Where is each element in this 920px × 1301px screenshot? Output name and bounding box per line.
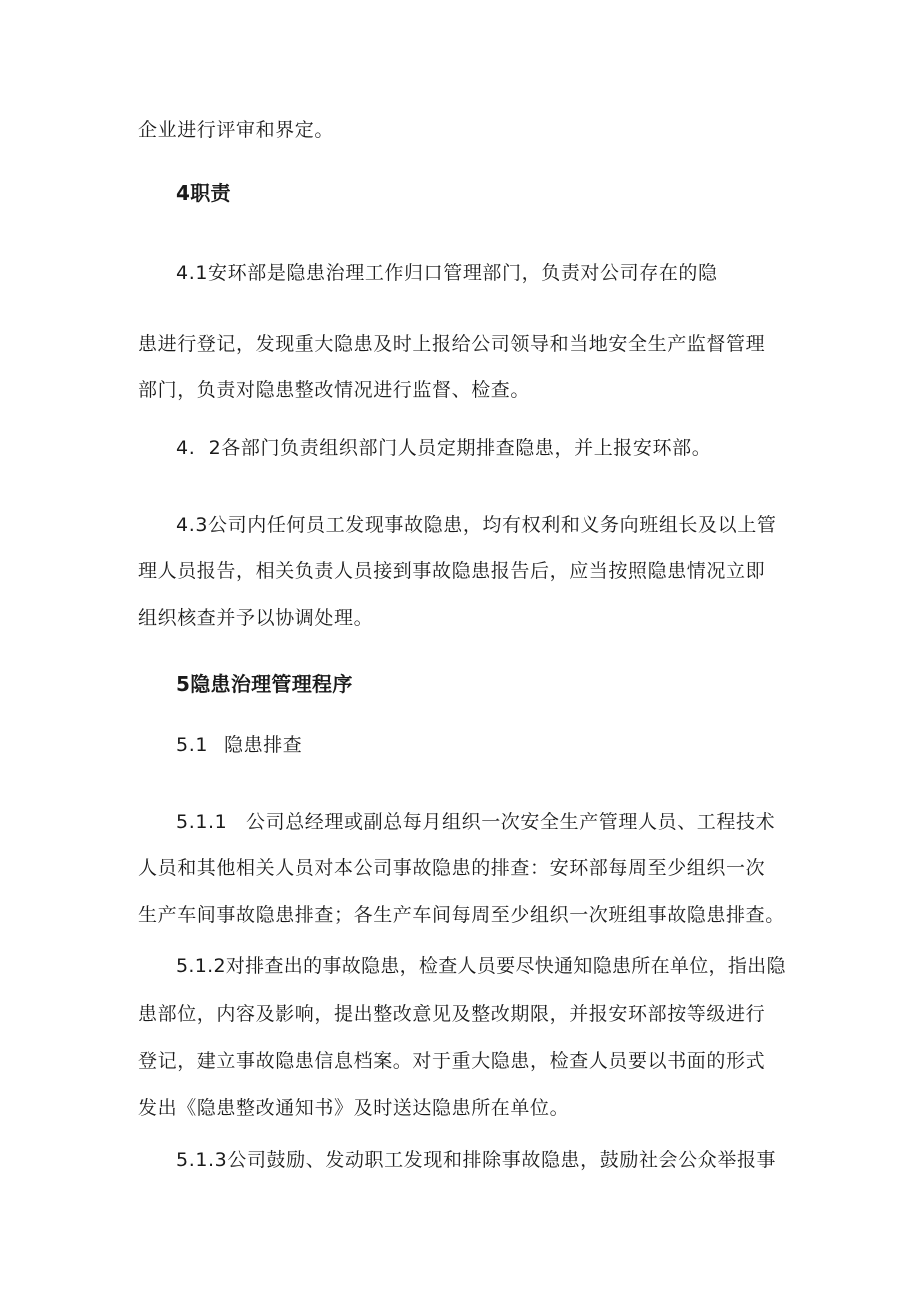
line-text: 企业进行评审和界定。: [138, 119, 335, 141]
section-title: 职责: [190, 181, 231, 205]
clause-number: 4. 2: [176, 437, 222, 459]
body-line: [176, 810, 775, 834]
clause-number: 5.1.3: [176, 1149, 228, 1171]
clause-number: 4.1: [176, 262, 209, 284]
body-line: [176, 513, 776, 537]
line-text: 患进行登记，发现重大隐患及时上报给公司领导和当地安全生产监督管理: [138, 333, 766, 355]
clause-number: 5.1.2: [176, 955, 226, 977]
body-line: [138, 1096, 569, 1120]
line-text: 组织核查并予以协调处理。: [138, 607, 374, 629]
line-text: 公司总经理或副总每月组织一次安全生产管理人员、工程技术: [246, 811, 776, 833]
body-line: [138, 903, 785, 927]
line-text: 对排查出的事故隐患，检查人员要尽快通知隐患所在单位，指出隐: [225, 955, 786, 977]
clause-number: 5.1: [176, 734, 209, 756]
body-line: [138, 559, 765, 583]
line-text: 安环部是隐患治理工作归口管理部门，负责对公司存在的隐: [208, 262, 718, 284]
line-text: 生产车间事故隐患排查；各生产车间每周至少组织一次班组事故隐患排查。: [138, 904, 785, 926]
body-line: [138, 332, 765, 356]
body-line: [176, 954, 786, 978]
body-line: [176, 436, 711, 460]
line-text: 发出《隐患整改通知书》及时送达隐患所在单位。: [138, 1097, 570, 1119]
subsection-heading: [176, 733, 302, 757]
clause-number: 4.3: [176, 514, 209, 536]
line-text: 登记，建立事故隐患信息档案。对于重大隐患，检查人员要以书面的形式: [138, 1050, 766, 1072]
line-text: 理人员报告，相关负责人员接到事故隐患报告后，应当按照隐患情况立即: [138, 560, 766, 582]
body-line: [138, 856, 765, 880]
body-line: [138, 1049, 765, 1073]
section-heading: [176, 181, 231, 205]
section-number: 4: [176, 181, 191, 205]
line-text: 隐患排查: [224, 734, 303, 756]
line-text: 公司内任何员工发现事故隐患，均有权利和义务向班组长及以上管: [208, 514, 777, 536]
body-line: [138, 606, 373, 630]
line-text: 人员和其他相关人员对本公司事故隐患的排查：安环部每周至少组织一次: [138, 857, 766, 879]
section-heading: [176, 672, 353, 696]
section-title: 隐患治理管理程序: [190, 672, 353, 696]
body-line: [138, 1002, 765, 1026]
line-text: 患部位，内容及影响，提出整改意见及整改期限，并报安环部按等级进行: [138, 1003, 766, 1025]
body-line: [138, 118, 334, 142]
body-line: [176, 1148, 776, 1172]
body-line: [176, 261, 718, 285]
line-text: 公司鼓励、发动职工发现和排除事故隐患，鼓励社会公众举报事: [227, 1149, 777, 1171]
line-text: 部门，负责对隐患整改情况进行监督、检查。: [138, 379, 531, 401]
clause-number: 5.1.1: [176, 811, 228, 833]
section-number: 5: [176, 672, 191, 696]
body-line: [138, 378, 530, 402]
line-text: 各部门负责组织部门人员定期排查隐患，并上报安环部。: [221, 437, 712, 459]
